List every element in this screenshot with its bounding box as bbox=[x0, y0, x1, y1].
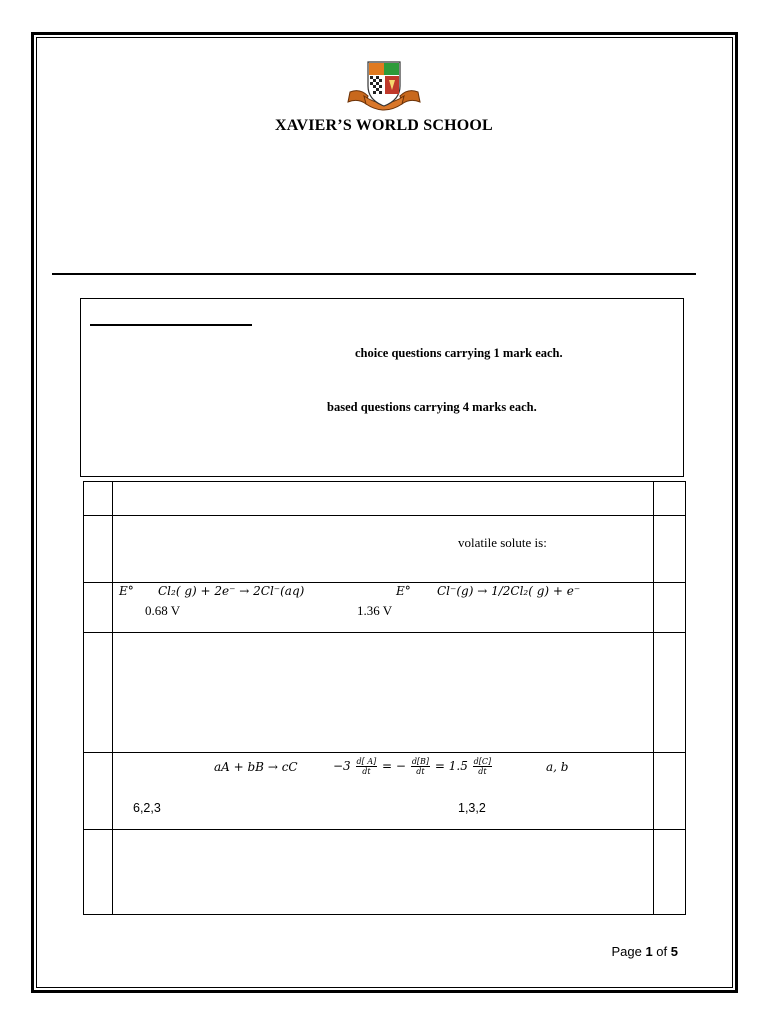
e-standard-symbol: E° bbox=[119, 584, 134, 598]
reaction-equation: aA + bB → cC bbox=[214, 760, 298, 774]
fraction-dA-dt: $\frac{d[ A]}{dt}$ bbox=[356, 757, 377, 776]
table-row-divider bbox=[83, 829, 686, 830]
instruction-line-2: based questions carrying 4 marks each. bbox=[327, 400, 537, 414]
fraction-dB-dt: $\frac{d[B]}{dt}$ bbox=[411, 757, 430, 776]
table-row-divider bbox=[83, 632, 686, 633]
potential-value-1: 0.68 V bbox=[145, 603, 181, 618]
questions-table bbox=[83, 481, 686, 915]
e-standard-symbol: E° bbox=[396, 584, 411, 598]
page-number: Page 1 of 5 bbox=[611, 944, 678, 959]
instruction-line-1: choice questions carrying 1 mark each. bbox=[355, 346, 563, 360]
school-crest-logo bbox=[346, 58, 422, 114]
header-divider bbox=[52, 273, 696, 275]
option-value: 1,3,2 bbox=[458, 801, 486, 815]
instructions-heading-underline bbox=[90, 324, 252, 326]
table-row-divider bbox=[83, 752, 686, 753]
potential-value-2: 1.36 V bbox=[357, 603, 393, 618]
table-col-divider bbox=[112, 481, 113, 915]
rate-expression: −3 $\frac{d[ A]}{dt}$ = − $\frac{d[B]}{dt}$ = 1.5 $\frac{d[C]}{dt}$ bbox=[333, 757, 492, 776]
option-value: 6,2,3 bbox=[133, 801, 161, 815]
table-row-divider bbox=[83, 582, 686, 583]
half-reaction-2: Cl⁻(g) → 1/2Cl₂( g) + e⁻ bbox=[437, 584, 581, 598]
table-col-divider bbox=[653, 481, 654, 915]
fraction-dC-dt: $\frac{d[C]}{dt}$ bbox=[473, 757, 492, 776]
variables-label: a, b bbox=[546, 760, 569, 774]
school-name: XAVIER’S WORLD SCHOOL bbox=[275, 117, 493, 134]
table-row-divider bbox=[83, 515, 686, 516]
question-text: volatile solute is: bbox=[458, 535, 547, 550]
half-reaction-1: Cl₂( g) + 2e⁻ → 2Cl⁻(aq) bbox=[158, 584, 305, 598]
